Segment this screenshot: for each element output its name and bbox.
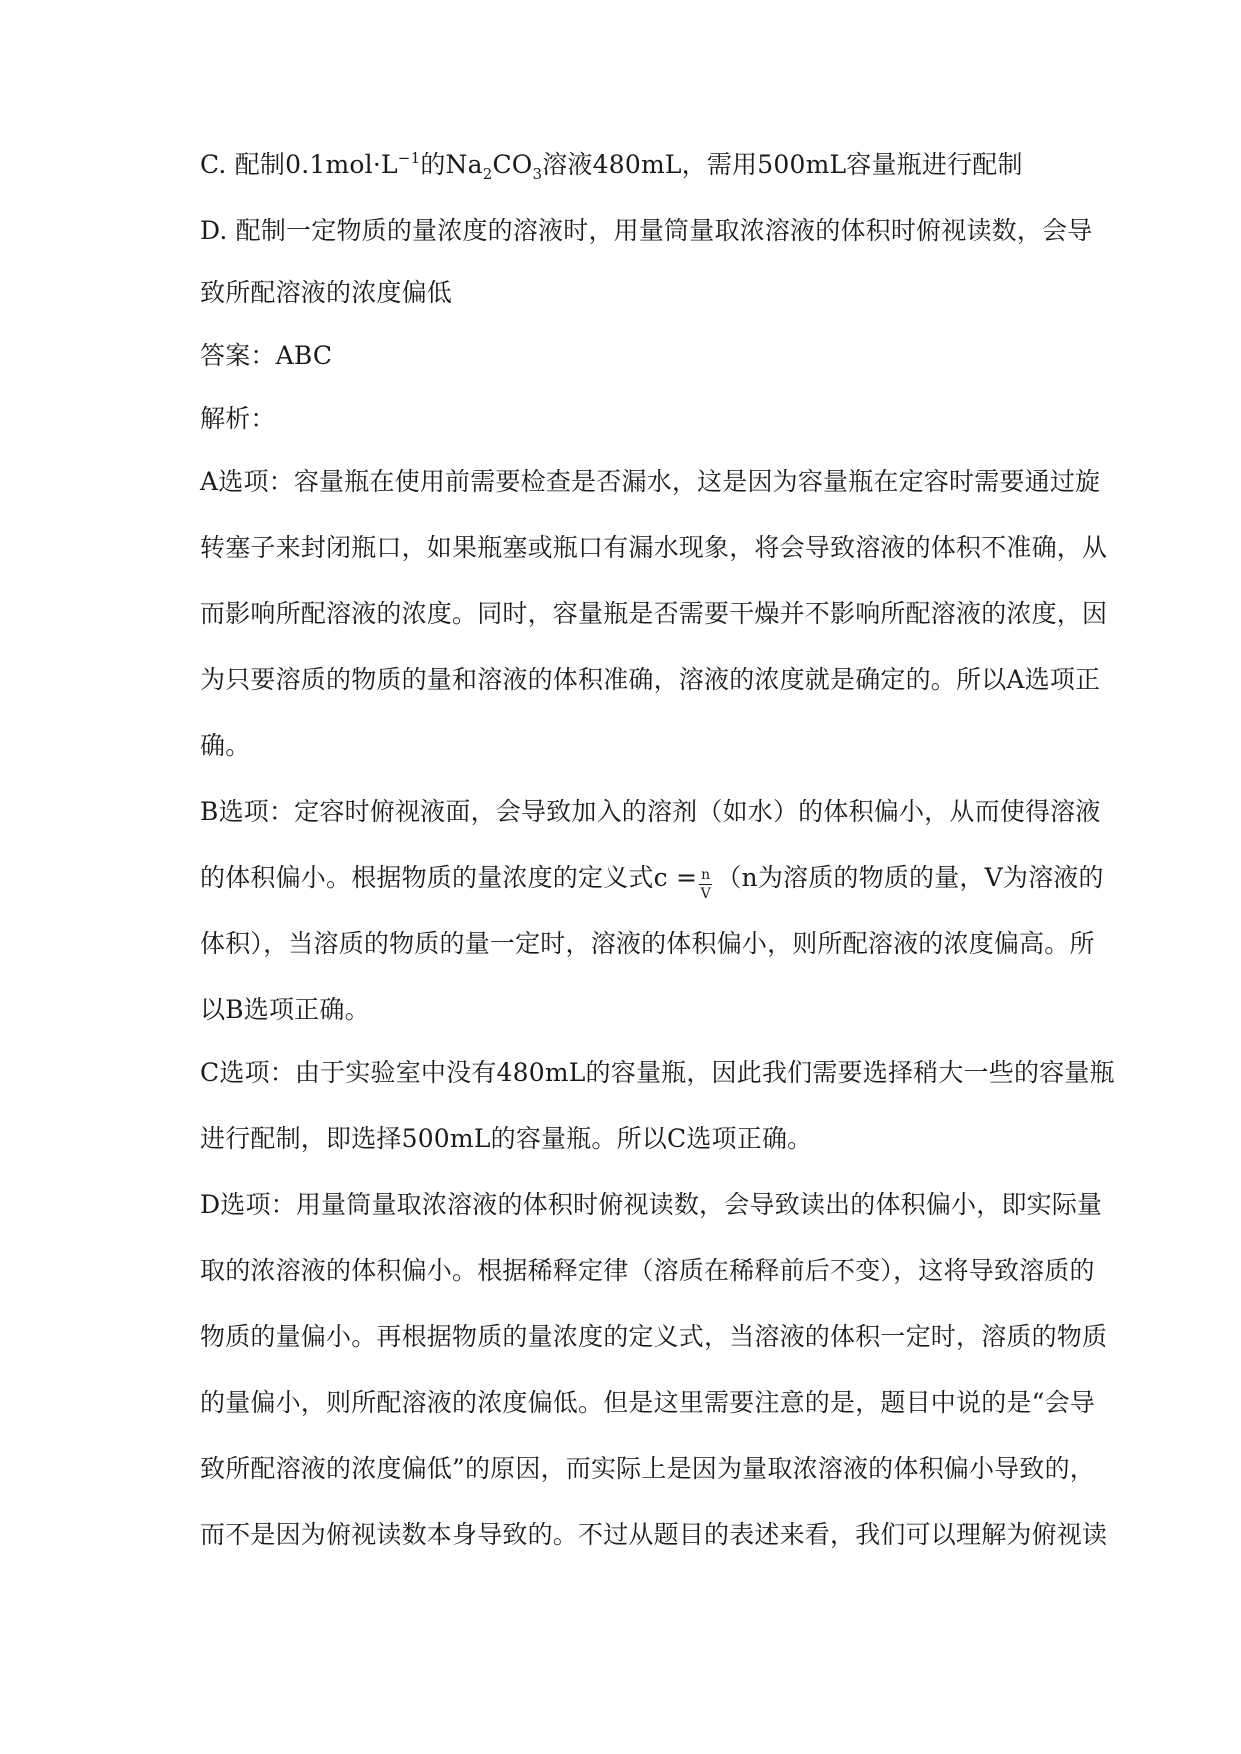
option-d-question-cont: 致所配溶液的浓度偏低 [200, 278, 453, 307]
option-d-question: D. 配制一定物质的量浓度的溶液时，用量筒量取浓溶液的体积时俯视读数，会导 [200, 216, 1093, 245]
text-segment: 的体积偏小。根据物质的量浓度的定义式c = [200, 863, 698, 892]
fraction [699, 868, 712, 901]
analysis-b-line: B选项：定容时俯视液面，会导致加入的溶剂（如水）的体积偏小，从而使得溶液 [200, 797, 1101, 826]
text-segment: C. 配制0.1mol·L [200, 150, 398, 179]
superscript: −1 [397, 149, 421, 167]
analysis-a-line: 而影响所配溶液的浓度。同时，容量瓶是否需要干燥并不影响所配溶液的浓度，因 [200, 599, 1108, 628]
subscript: 3 [532, 165, 543, 183]
analysis-a-line: 确。 [200, 731, 251, 760]
analysis-b-line: 体积），当溶质的物质的量一定时，溶液的体积偏小，则所配溶液的浓度偏高。所 [200, 929, 1095, 958]
analysis-d-line: 致所配溶液的浓度偏低”的原因，而实际上是因为量取浓溶液的体积偏小导致的， [200, 1454, 1095, 1483]
analysis-a-line: A选项：容量瓶在使用前需要检查是否漏水，这是因为容量瓶在定容时需要通过旋 [200, 467, 1101, 496]
analysis-c-line: 进行配制，即选择500mL的容量瓶。所以C选项正确。 [200, 1124, 813, 1153]
text-segment: 的Na [420, 150, 483, 179]
option-c-question [200, 148, 1023, 182]
text-segment: 溶液480mL，需用500mL容量瓶进行配制 [542, 150, 1023, 179]
analysis-d-line: 取的浓溶液的体积偏小。根据稀释定律（溶质在稀释前后不变），这将导致溶质的 [200, 1256, 1095, 1285]
analysis-b-line: 以B选项正确。 [200, 995, 370, 1024]
fraction-denominator: V [700, 886, 711, 902]
analysis-d-line: D选项：用量筒量取浓溶液的体积时俯视读数，会导致读出的体积偏小，即实际量 [200, 1190, 1103, 1219]
analysis-a-line: 为只要溶质的物质的量和溶液的体积准确，溶液的浓度就是确定的。所以A选项正 [200, 665, 1101, 694]
analysis-a-line: 转塞子来封闭瓶口，如果瓶塞或瓶口有漏水现象，将会导致溶液的体积不准确，从 [200, 533, 1108, 562]
fraction-numerator: n [701, 867, 711, 883]
analysis-c-line: C选项：由于实验室中没有480mL的容量瓶，因此我们需要选择稍大一些的容量瓶 [200, 1058, 1115, 1087]
analysis-d-line: 而不是因为俯视读数本身导致的。不过从题目的表述来看，我们可以理解为俯视读 [200, 1520, 1108, 1549]
text-segment: （n为溶质的物质的量，V为溶液的 [716, 863, 1104, 892]
analysis-heading: 解析： [200, 404, 276, 433]
analysis-b-formula-line [200, 861, 1104, 901]
text-segment: CO [492, 150, 533, 179]
subscript: 2 [482, 165, 493, 183]
analysis-d-line: 物质的量偏小。再根据物质的量浓度的定义式，当溶液的体积一定时，溶质的物质 [200, 1322, 1108, 1351]
answer-line: 答案：ABC [200, 341, 333, 370]
analysis-d-line: 的量偏小，则所配溶液的浓度偏低。但是这里需要注意的是，题目中说的是“会导 [200, 1388, 1095, 1417]
